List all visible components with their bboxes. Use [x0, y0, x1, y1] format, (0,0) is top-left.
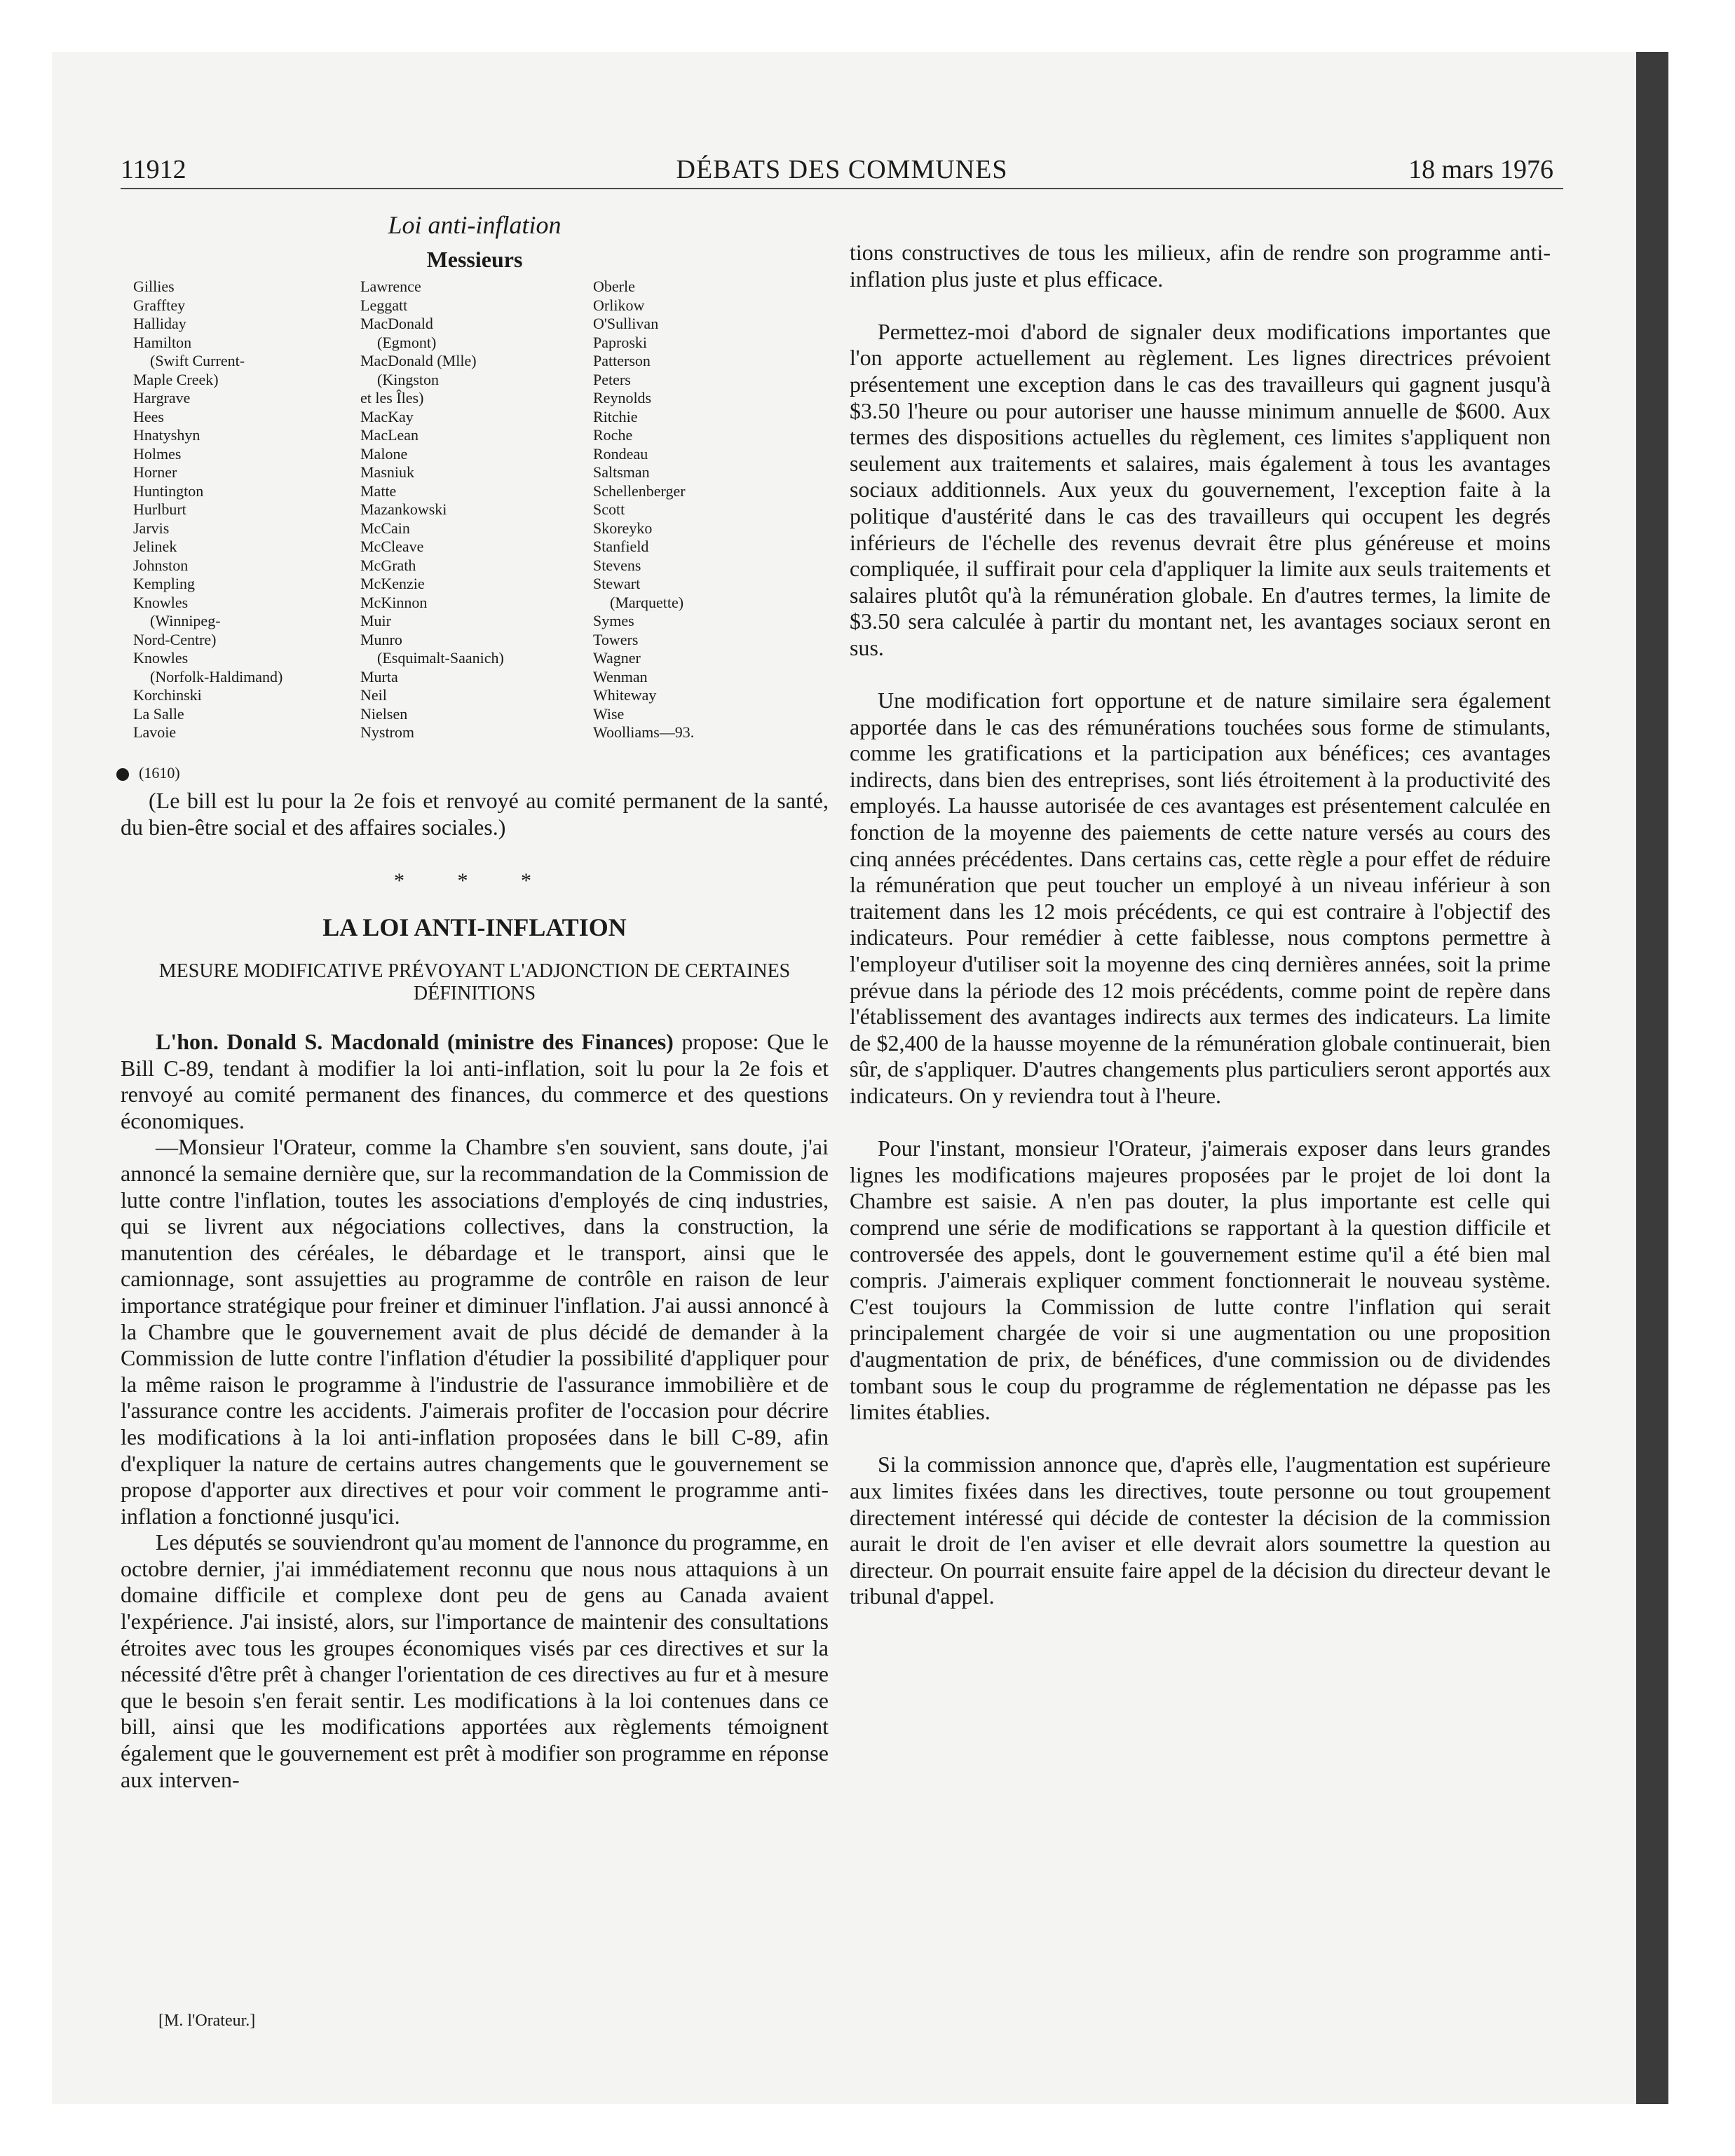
vote-names-column-b: [360, 278, 504, 742]
vote-name: Hurlburt: [133, 500, 186, 518]
section-subtitle: MESURE MODIFICATIVE PRÉVOYANT L'ADJONCTION DE CERTAINES DÉFINITIONS: [158, 960, 791, 1004]
vote-name: Knowles: [133, 593, 189, 611]
vote-name: Johnston: [133, 556, 189, 574]
vote-name: Reynolds: [593, 389, 652, 407]
vote-name: Schellenberger: [593, 482, 686, 500]
vote-name: (Kingston: [377, 370, 439, 388]
vote-name: Horner: [133, 463, 177, 481]
right-column-body: [850, 240, 1551, 1636]
vote-name: McGrath: [360, 556, 416, 574]
vote-name: Neil: [360, 686, 387, 704]
vote-name: (Egmont): [377, 333, 437, 351]
vote-name: (Marquette): [610, 593, 684, 611]
speaker-name: L'hon. Donald S. Macdonald (ministre des Finances): [156, 1029, 674, 1054]
vote-name: Holmes: [133, 444, 182, 463]
vote-name: Nystrom: [360, 723, 414, 741]
header-date: 18 mars 1976: [1408, 155, 1553, 184]
vote-name: Grafftey: [133, 296, 186, 314]
vote-name: McCain: [360, 519, 410, 537]
vote-name: Stewart: [593, 575, 641, 592]
vote-name: Hamilton: [133, 333, 192, 351]
vote-name: Huntington: [133, 482, 204, 500]
footer-reference: [M. l'Orateur.]: [158, 2012, 256, 2030]
right-paragraph-1: Permettez-moi d'abord de signaler deux modifications importantes que l'on apporte actuellement au règlement. Les lignes directrices prévoient présentement une exception dans le cas des travailleurs qui gagnent jusqu'à $3.50 l'heure ou pour autoriser une hausse minimum annuelle de $600. Aux termes des dispositions actuelles du règlement, ces limites s'appliquent non seulement aux traitements et salaires, mais également à tous les avantages sociaux additionnels. Aux yeux du gouvernement, l'exception faite à la politique d'austérité dans le cas des travailleurs qui occupent les degrés inférieurs de l'échelle des revenus devrait être plus généreuse et moins compliquée, il suffirait pour cela d'appliquer la limite aux seuls traitements et salaires plutôt qu'à la rémunération globale. En d'autres termes, la limite de $3.50 sera calculée à partir du montant net, les avantages sociaux seront en sus.: [850, 318, 1551, 660]
vote-name: Patterson: [593, 352, 651, 369]
vote-name: Knowles: [133, 649, 189, 667]
right-paragraph-2: Une modification fort opportune et de nature similaire sera également apportée dans le cas des rémunérations touchées sous forme de stimulants, comme les gratifications et la participation aux bénéfices; ces avantages indirects, dans bien des entreprises, sont liés étroitement à la productivité des employés. La hausse autorisée de ces avantages est présentement calculée en fonction de la moyenne des paiements de cette nature versés au cours des cinq années précédentes. Dans certains cas, cette règle a pour effet de réduire la rémunération que peut toucher un employé à un niveau inférieur à son traitement dans les 12 mois précédents, ce qui est contraire à l'objectif des indicateurs. Pour remédier à cette faiblesse, nous comptons permettre à l'employeur d'utiliser soit la moyenne des cinq dernières années, soit la prime prévue dans la période des 12 mois précédents, comme point de repère dans l'établissement des avantages indirects aux termes des indicateurs. La limite de $2,400 de la hausse moyenne de la rémunération globale continuerait, bien sûr, de s'appliquer. D'autres changements plus particuliers seront apportés aux indicateurs. On y reviendra tout à l'heure.: [850, 688, 1551, 1108]
left-paragraph-2: Les députés se souviendront qu'au moment de l'annonce du programme, en octobre dernier, j'ai immédiatement reconnu que nous nous attaquions à un domaine difficile et complexe dont peu de gens au Canada avaient l'expérience. J'ai insisté, alors, sur l'importance de maintenir des consultations étroites avec tous les groupes économiques visés par ces directives et sur la nécessité d'être prêt à changer l'orientation de ces directives au fur et à mesure que le besoin s'en ferait sentir. Les modifications à la loi contenues dans ce bill, ainsi que les modifications apportées aux règlements témoignent également que le gouvernement est prêt à modifier son programme en réponse aux interven-: [121, 1529, 829, 1792]
vote-name: Wagner: [593, 649, 641, 667]
vote-name: Paproski: [593, 333, 647, 351]
vote-name: (Norfolk-Haldimand): [150, 667, 283, 685]
vote-name: MacLean: [360, 426, 419, 444]
vote-name: Oberle: [593, 278, 635, 295]
bill-note: [121, 788, 829, 840]
vote-name: Stevens: [593, 556, 641, 574]
vote-name: Kempling: [133, 575, 195, 592]
vote-name: McKinnon: [360, 593, 428, 611]
vote-name: Woolliams—93.: [593, 723, 695, 741]
vote-name: Mazankowski: [360, 500, 447, 518]
vote-name: et les Îles): [360, 389, 424, 407]
vote-name: Hees: [133, 407, 164, 425]
vote-name: Halliday: [133, 315, 186, 332]
page-header: [121, 151, 1563, 189]
time-marker-text: (1610): [139, 764, 180, 782]
vote-name: Ritchie: [593, 407, 638, 425]
publication-title: DÉBATS DES COMMUNES: [676, 155, 1008, 184]
vote-name: McKenzie: [360, 575, 425, 592]
vote-name: Wenman: [593, 667, 648, 685]
vote-name: (Winnipeg-: [150, 612, 221, 629]
vote-name: Nielsen: [360, 704, 408, 723]
vote-name: Leggatt: [360, 296, 408, 314]
vote-name: Towers: [593, 630, 639, 648]
separator-stars: * * *: [394, 869, 555, 892]
vote-name: Malone: [360, 444, 408, 463]
right-paragraph-0: tions constructives de tous les milieux, afin de rendre son programme anti-inflation plus juste et plus efficace.: [850, 240, 1551, 292]
vote-name: (Esquimalt-Saanich): [377, 649, 504, 667]
section-title: LA LOI ANTI-INFLATION: [322, 913, 627, 941]
time-marker: [116, 763, 180, 784]
vote-name: Orlikow: [593, 296, 645, 314]
vote-name: Gillies: [133, 278, 175, 295]
vote-name: Wise: [593, 704, 625, 723]
vote-name: McCleave: [360, 538, 424, 555]
vote-name: Hnatyshyn: [133, 426, 200, 444]
vote-name: Saltsman: [593, 463, 650, 481]
vote-name: Lavoie: [133, 723, 177, 741]
vote-names-column-a: [133, 278, 283, 742]
vote-name: (Swift Current-: [150, 352, 245, 369]
vote-name: Peters: [593, 370, 631, 388]
vote-name: Scott: [593, 500, 625, 518]
vote-name: O'Sullivan: [593, 315, 659, 332]
right-paragraph-4: Si la commission annonce que, d'après elle, l'augmentation est supérieure aux limites fixées dans les directives, toute personne ou tout groupement directement intéressé qui décide de contester la décision de la commission aurait le droit de l'en aviser et elle devrait alors soumettre la question au directeur. On pourrait ensuite faire appel de la décision du directeur devant le tribunal d'appel.: [850, 1452, 1551, 1609]
vote-name: Nord-Centre): [133, 630, 217, 648]
vote-name: Maple Creek): [133, 370, 219, 388]
motion-text: propose: Que le Bill C-89, tendant à modifier la loi anti-inflation, soit lu pour la 2e fois et renvoyé au comité permanent des finances, du commerce et des questions économiques.: [121, 1029, 829, 1133]
vote-name: Jarvis: [133, 519, 170, 537]
vote-name: Munro: [360, 630, 402, 648]
vote-name: MacDonald (Mlle): [360, 352, 477, 369]
vote-name: Skoreyko: [593, 519, 653, 537]
vote-name: Stanfield: [593, 538, 649, 555]
page-binding-edge: [1636, 52, 1668, 2104]
page-number: 11912: [121, 155, 186, 184]
vote-name: MacDonald: [360, 315, 433, 332]
vote-name: MacKay: [360, 407, 414, 425]
left-paragraph-1: —Monsieur l'Orateur, comme la Chambre s'en souvient, sans doute, j'ai annoncé la semaine dernière que, sur la recommandation de la Commission de lutte contre l'inflation, toutes les associations d'employés de cinq industries, qui se livrent aux négociations collectives, dans la construction, la manutention des céréales, le débardage et le transport, ainsi que le camionnage, sont assujetties au programme de contrôle en raison de leur importance stratégique pour freiner et diminuer l'inflation. J'ai aussi annoncé à la Chambre que le gouvernement avait de plus décidé de demander à la Commission de lutte contre l'inflation d'étudier la possibilité d'appliquer pour la même raison le programme à l'industrie de l'assurance immobilière et de l'assurance contre les accidents. J'aimerais profiter de l'occasion pour décrire les modifications à la loi anti-inflation proposées dans le bill C-89, afin d'expliquer la nature de certains autres changements que le gouvernement se propose d'apporter aux directives et pour voir comment le programme anti-inflation a fonctionné jusqu'ici.: [121, 1134, 829, 1529]
left-column-body: [121, 1029, 829, 1793]
vote-name: Rondeau: [593, 444, 648, 463]
vote-name: Lawrence: [360, 278, 421, 295]
vote-name: Masniuk: [360, 463, 414, 481]
vote-name: Symes: [593, 612, 634, 629]
vote-names-column-c: [593, 278, 694, 742]
vote-name: Whiteway: [593, 686, 657, 704]
vote-name: Muir: [360, 612, 391, 629]
motion-paragraph: [121, 1029, 829, 1134]
vote-name: Roche: [593, 426, 633, 444]
vote-name: Murta: [360, 667, 398, 685]
bill-note-text: (Le bill est lu pour la 2e fois et renvoyé au comité permanent de la santé, du bien-être social et des affaires sociales.): [121, 788, 829, 840]
vote-name: Hargrave: [133, 389, 191, 407]
vote-name: Matte: [360, 482, 397, 500]
vote-heading: Messieurs: [426, 247, 523, 272]
vote-name: Korchinski: [133, 686, 202, 704]
vote-name: Jelinek: [133, 538, 177, 555]
vote-name: La Salle: [133, 704, 184, 723]
right-paragraph-3: Pour l'instant, monsieur l'Orateur, j'aimerais exposer dans leurs grandes lignes les modifications majeures proposées par le projet de loi dont la Chambre est saisie. A n'en pas douter, la plus importante est celle qui comprend une série de modifications se rapportant à la question difficile et controversée des appels, dont le gouvernement estime qu'il a été bien mal compris. J'aimerais expliquer comment fonctionnerait le nouveau système. C'est toujours la Commission de lutte contre l'inflation qui serait principalement chargée de voir si une augmentation ou une proposition d'augmentation de prix, de bénéfices, d'une commission ou de dividendes tombant sous le coup du programme de réglementation ne dépasse pas les limites établies.: [850, 1135, 1551, 1425]
vote-title: Loi anti-inflation: [388, 211, 562, 239]
bullet-dot-icon: [116, 768, 129, 781]
